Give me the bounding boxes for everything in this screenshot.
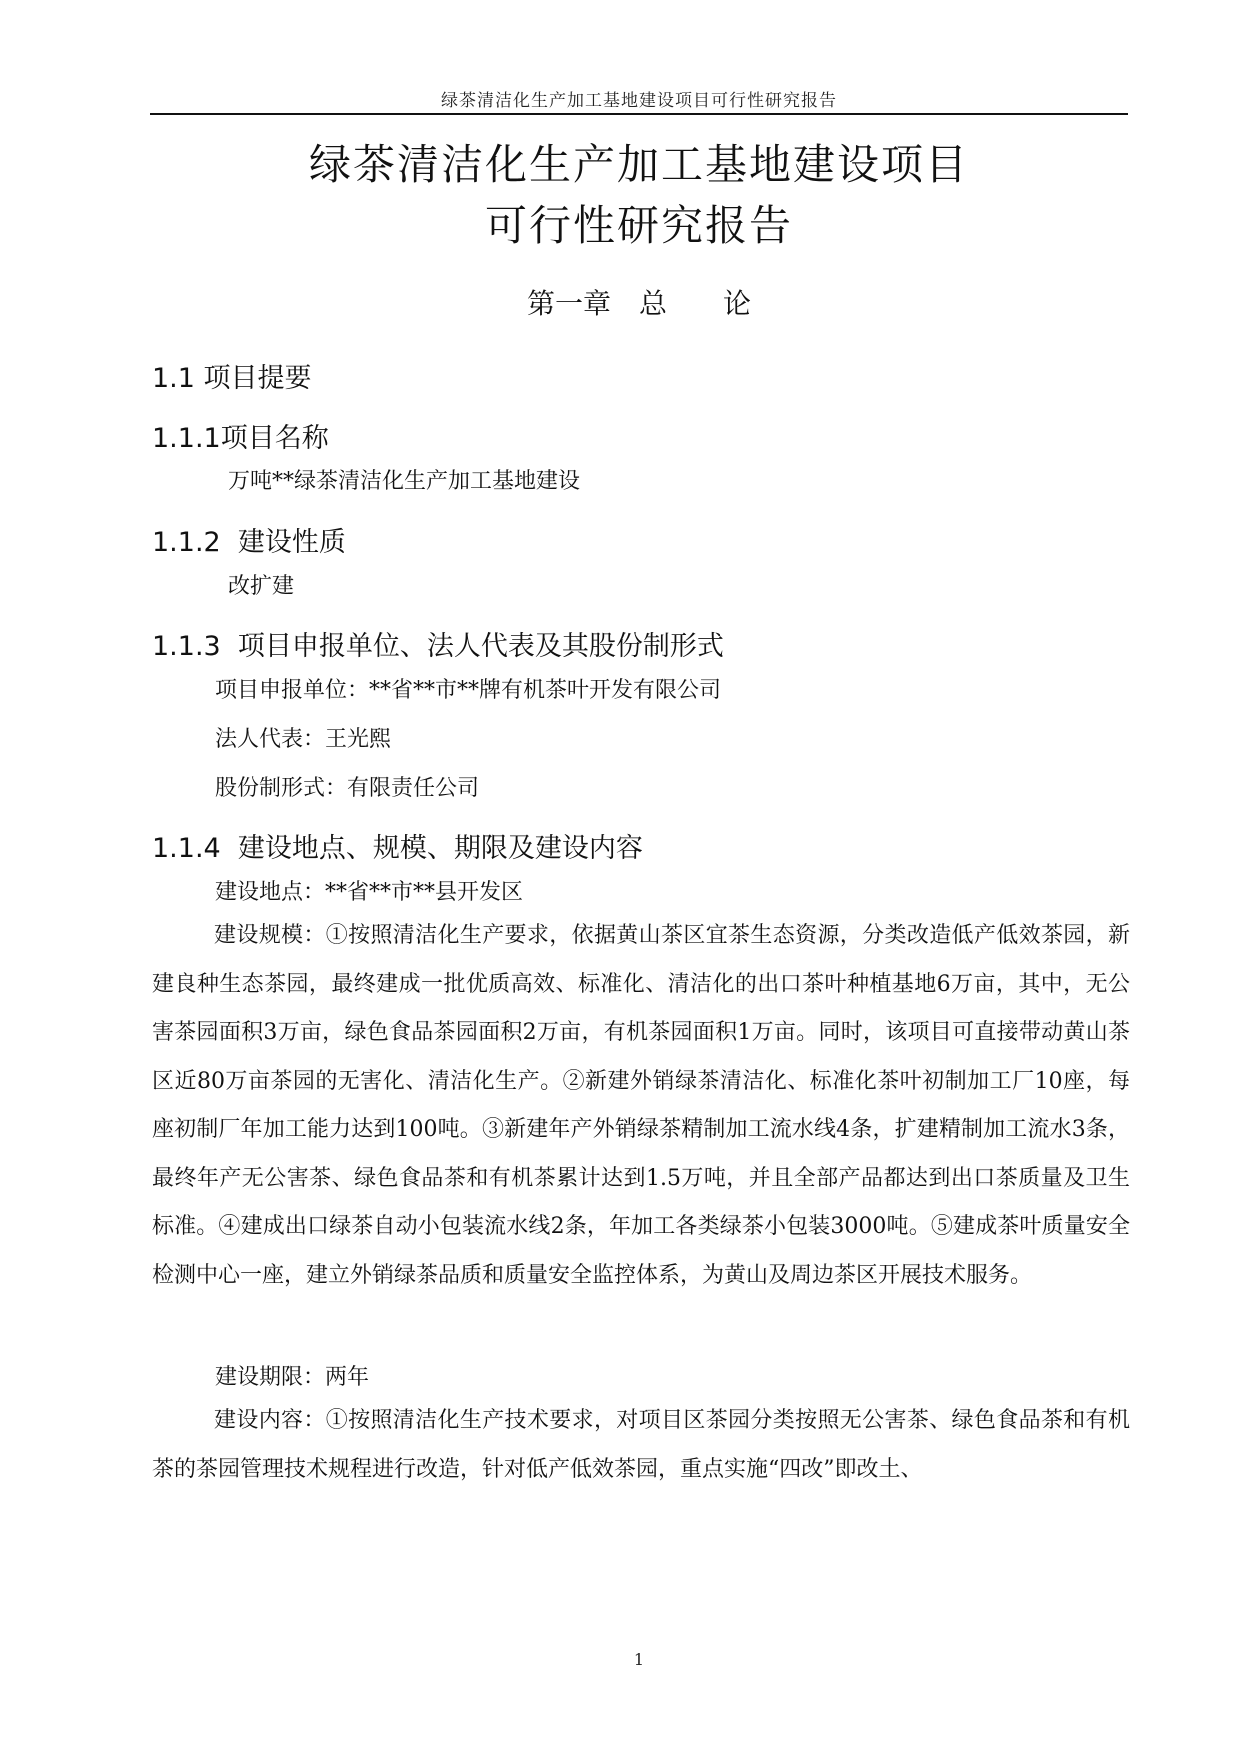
construction-scale-paragraph: 建设规模：①按照清洁化生产要求，依据黄山茶区宜茶生态资源，分类改造低产低效茶园，新建良种生态茶园，最终建成一批优质高效、标准化、清洁化的出口茶叶种植基地6万亩，其中，无公害茶园面积3万亩，绿色食品茶园面积2万亩，有机茶园面积1万亩。同时，该项目可直接带动黄山茶区近80万亩茶园的无害化、清洁化生产。②新建外销绿茶清洁化、标准化茶叶初制加工厂10座，每座初制厂年加工能力达到100吨。③新建年产外销绿茶精制加工流水线4条，扩建精制加工流水3条，最终年产无公害茶、绿色食品茶和有机茶累计达到1.5万吨，并且全部产品都达到出口茶质量及卫生标准。④建成出口绿茶自动小包装流水线2条，年加工各类绿茶小包装3000吨。⑤建成茶叶质量安全检测中心一座，建立外销绿茶品质和质量安全监控体系，为黄山及周边茶区开展技术服务。 <box>152 923 1130 1288</box>
share-form: 股份制形式：有限责任公司 <box>215 776 480 801</box>
section-heading-1-1-3: 1.1.3 项目申报单位、法人代表及其股份制形式 <box>152 631 724 662</box>
construction-content-paragraph: 建设内容：①按照清洁化生产技术要求，对项目区茶园分类按照无公害茶、绿色食品茶和有机茶的茶园管理技术规程进行改造，针对低产低效茶园，重点实施“四改”即改土、 <box>152 1408 1130 1482</box>
project-name: 万吨**绿茶清洁化生产加工基地建设 <box>228 469 581 494</box>
section-heading-1-1-2: 1.1.2 建设性质 <box>152 527 346 558</box>
header-rule <box>150 113 1128 115</box>
construction-nature: 改扩建 <box>228 574 295 599</box>
running-header: 绿茶清洁化生产加工基地建设项目可行性研究报告 <box>441 91 837 111</box>
construction-location: 建设地点：**省**市**县开发区 <box>215 880 524 905</box>
legal-representative: 法人代表：王光熙 <box>215 727 392 752</box>
section-heading-1-1-4: 1.1.4 建设地点、规模、期限及建设内容 <box>152 833 643 864</box>
page-number: 1 <box>633 1650 645 1669</box>
report-title-line1: 绿茶清洁化生产加工基地建设项目 <box>308 140 969 189</box>
applicant-unit: 项目申报单位：**省**市**牌有机茶叶开发有限公司 <box>215 678 722 703</box>
chapter-title: 第一章 总 论 <box>526 287 751 320</box>
construction-period: 建设期限：两年 <box>215 1365 370 1390</box>
report-title-line2: 可行性研究报告 <box>484 201 793 250</box>
section-heading-1-1: 1.1 项目提要 <box>152 363 312 394</box>
section-heading-1-1-1: 1.1.1项目名称 <box>152 423 329 454</box>
